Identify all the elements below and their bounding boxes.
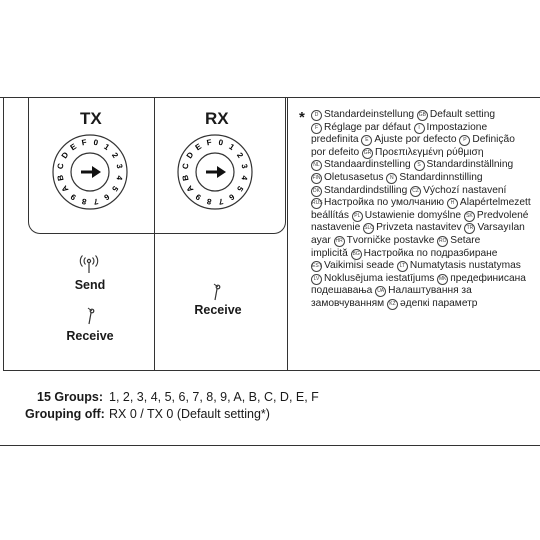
dial-position-label: F [205,137,213,148]
note-text: por defeito [311,146,360,158]
note-text: замовчуванням [311,297,385,309]
note-line [311,185,537,198]
note-text: Definição [472,134,515,146]
note-text: Standardeinstellung [324,109,415,120]
country-code-icon: TR [464,223,475,234]
note-text: Standardinställning [426,159,514,171]
country-code-icon: D [311,110,322,121]
note-line [311,122,537,135]
groups-label: 15 Groups: [37,390,103,404]
note-line [311,172,537,185]
dial-position-label: 6 [102,191,112,202]
note-line [311,235,537,248]
tx-rotary-switch [51,133,129,211]
dial-position-label: B [180,174,191,182]
note-line [311,197,537,210]
note-text: предефинисана [450,272,526,284]
tx-title: TX [80,109,102,128]
receive-antenna-icon [210,282,224,302]
left-divider [3,97,4,371]
note-line [311,285,537,298]
rx-rotary-switch [176,133,254,211]
dial-position-label: A [184,183,196,194]
note-line [311,147,537,160]
dial-position-label: 2 [234,150,245,160]
country-code-icon: CZ [410,186,421,197]
receive-antenna-icon [84,306,98,326]
country-code-icon: F [311,123,322,134]
country-code-icon: LT [397,261,408,272]
dial-position-label: 8 [81,196,88,207]
note-text: Налаштування за [388,285,472,297]
note-line [311,159,537,172]
note-line [311,134,537,147]
note-text: әдепкі параметр [399,297,478,309]
dial-position-label: 5 [109,184,120,194]
dial-position-label: 3 [239,163,250,170]
country-code-icon: GR [362,148,373,159]
country-code-icon: UA [375,286,386,297]
bottom-divider [3,370,540,371]
dial-position-label: E [68,141,79,153]
dial-position-label: 0 [217,137,224,148]
country-code-icon: PL [352,211,363,222]
dial-position-label: 0 [92,137,99,148]
country-code-icon: RO [437,236,448,247]
default-setting-notes [311,109,537,311]
country-code-icon: SK [464,211,475,222]
note-text: Réglage par défaut [324,121,411,133]
notes-divider [287,97,288,371]
note-text: Privzeta nastavitev [376,222,462,234]
note-text: Настройка по умолчанию [324,197,445,209]
send-antenna-icon [78,254,100,274]
country-code-icon: H [447,198,458,209]
country-code-icon: HR [334,236,345,247]
note-text: Standardinnstilling [399,171,483,183]
country-code-icon: EST [311,261,322,272]
note-text: Standardindstilling [324,184,408,196]
country-code-icon: GB [417,110,428,121]
grouping-off-value: RX 0 / TX 0 (Default setting*) [109,407,270,421]
note-text: Numatytasis nustatymas [409,260,521,272]
dial-position-label: A [59,183,71,194]
dial-position-label: 2 [109,150,120,160]
dial-position-label: F [80,137,88,148]
note-text: predefinita [311,134,359,146]
receive-label: Receive [66,329,114,343]
rx-receive-label: Receive [194,303,242,317]
country-code-icon: FIN [311,173,322,184]
country-code-icon: RUS [311,198,322,209]
note-text: Impostazione [426,121,488,133]
note-line [311,273,537,286]
dial-position-label: 1 [102,142,112,153]
grouping-off-label: Grouping off: [25,407,105,421]
note-line [311,210,537,223]
country-code-icon: DK [311,186,322,197]
country-code-icon: P [459,135,470,146]
note-text: ayar [311,234,331,246]
dial-position-label: 8 [206,196,213,207]
dial-position-label: C [55,162,66,170]
dial-position-label: 6 [227,191,237,202]
country-code-icon: MK [437,274,448,285]
default-asterisk: * [299,109,305,126]
note-text: Default setting [429,109,496,120]
note-text: implicită [311,247,348,259]
groups-value: 1, 2, 3, 4, 5, 6, 7, 8, 9, A, B, C, D, E, F [109,390,319,404]
groups-row [25,390,319,404]
dial-position-label: 5 [234,184,245,194]
dial-position-label: 4 [114,174,125,181]
note-line [311,260,537,273]
note-text: Настройка по подразбиране [363,247,498,259]
country-code-icon: LV [311,274,322,285]
note-text: beállítás [311,209,349,221]
note-text: Ustawienie domyślne [364,209,462,221]
country-code-icon: N [386,173,397,184]
note-text: Tvorničke postavke [346,234,435,246]
note-text: Ajuste por defecto [374,134,457,146]
grouping-off-row [25,407,270,421]
rx-title: RX [205,109,229,128]
note-text: Vaikimisi seade [324,260,395,272]
note-text: Προεπιλεγμένη ρύθμιση [375,146,484,158]
note-text: Noklusējuma iestatījums [324,272,435,284]
dial-position-label: 9 [193,191,203,202]
dial-position-label: 1 [227,142,237,153]
dial-position-label: 3 [114,163,125,170]
dial-position-label: B [55,174,66,182]
country-code-icon: NL [311,160,322,171]
dial-position-label: D [184,150,196,161]
note-text: Oletusasetus [324,171,384,183]
country-code-icon: KZ [387,299,398,310]
dial-position-label: 9 [68,191,78,202]
country-code-icon: SLO [363,223,374,234]
note-text: nastavenie [311,222,361,234]
note-text: подешавања [311,285,373,297]
note-text: Alapértelmezett [459,197,531,209]
note-line [311,109,537,122]
dial-position-label: 7 [217,196,224,207]
country-code-icon: E [361,135,372,146]
dial-position-label: C [180,162,191,170]
dial-position-label: D [59,150,71,161]
note-text: Standaardinstelling [324,159,411,171]
country-code-icon: I [414,123,425,134]
note-line [311,298,537,311]
note-line [311,248,537,261]
note-text: Predvolené [476,209,529,221]
dial-position-label: 4 [239,174,250,181]
note-text: Výchozí nastavení [423,184,507,196]
note-line [311,222,537,235]
note-text: Varsayılan [477,222,525,234]
country-code-icon: S [414,160,425,171]
dial-position-label: 7 [92,196,99,207]
note-text: Setare [450,234,481,246]
country-code-icon: BG [351,249,362,260]
send-label: Send [74,278,106,292]
dial-position-label: E [193,141,204,153]
